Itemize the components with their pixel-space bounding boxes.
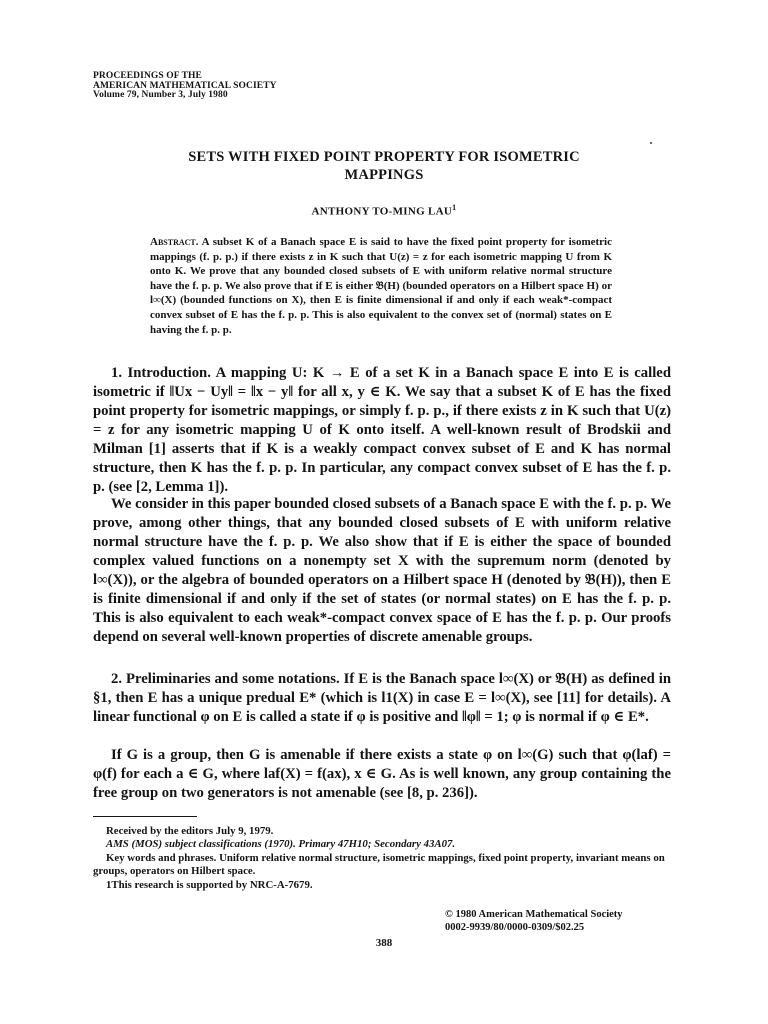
intro-heading: 1. Introduction. xyxy=(111,365,211,381)
intro-paragraph-1 xyxy=(93,364,671,497)
journal-line-1: PROCEEDINGS OF THE xyxy=(93,71,202,81)
journal-line-2: AMERICAN MATHEMATICAL SOCIETY xyxy=(93,80,277,91)
prelim-heading: 2. Preliminaries and some notations. xyxy=(111,671,340,687)
author-name xyxy=(90,203,678,218)
copyright-line-1: © 1980 American Mathematical Society xyxy=(445,909,623,920)
copyright-line-2: 0002-9939/80/0000-0309/$02.25 xyxy=(445,921,585,933)
footnote-received: Received by the editors July 9, 1979. xyxy=(106,825,274,837)
copyright xyxy=(445,909,623,934)
prelim-paragraph-1 xyxy=(93,670,671,727)
footnotes xyxy=(93,825,671,892)
paper-title xyxy=(90,148,678,184)
abstract xyxy=(150,235,612,337)
intro-p1-text: A mapping U: K → E of a set K in a Banach space E into E is called isometric if ‖Ux − Uy‖ = ‖x − y‖ for all x, y ∈ K. We say that a subset K of E has the fixed point property for isometric mappings, or simply f. p. p., if there exists z in K such that U(z) = z for any isometric mapping U of K onto itself. A well-known result of Brodskii and Milman [1] asserts that if K is a weakly compact convex subset of E and K has normal structure, then K has the f. p. p. In particular, any compact convex subset of E has the f. p. p. (see [2, Lemma 1]). xyxy=(93,365,671,495)
footnote-support: 1This research is supported by NRC-A-7679. xyxy=(106,878,313,891)
prelim-paragraph-2: If G is a group, then G is amenable if there exists a state φ on l∞(G) such that φ(laf) = φ(f) for each a ∈ G, where laf(X) = f(ax), x ∈ G. As is well known, any group containing the free group on two generators is not amenable (see [8, p. 236]). xyxy=(93,747,671,801)
prelim-p1-text: If E is the Banach space l∞(X) or 𝔅(H) as defined in §1, then E has a unique predual E* (which is l1(X) in case E = l∞(X), see [11] for details). A linear functional φ on E is called a state if φ is positive and ‖φ‖ = 1; φ is normal if φ ∈ E*. xyxy=(93,671,671,725)
journal-line-3: Volume 79, Number 3, July 1980 xyxy=(93,90,228,100)
footnote-keywords: Key words and phrases. Uniform relative normal structure, isometric mappings, fixed point property, invariant means on groups, operators on Hilbert space. xyxy=(93,851,665,878)
footnote-rule xyxy=(93,816,197,817)
scan-speck xyxy=(650,142,652,144)
title-line-1: SETS WITH FIXED POINT PROPERTY FOR ISOMETRIC xyxy=(188,149,580,165)
abstract-text: A subset K of a Banach space E is said to have the fixed point property for isometric mappings (f. p. p.) if there exists z in K such that U(z) = z for each isometric mapping U from K onto K. We prove that any bounded closed subsets of E with uniform relative normal structure have the f. p. p. We also prove that if E is either 𝔅(H) (bounded operators on a Hilbert space H) or l∞(X) (bounded functions on X), then E is finite dimensional if and only if each weak*-compact convex subset of E has the f. p. p. This is also equivalent to the convex set of (normal) states on E having the f. p. p. xyxy=(150,236,612,336)
author-text: ANTHONY TO-MING LAU xyxy=(311,205,453,218)
footnote-ams: AMS (MOS) subject classifications (1970). Primary 47H10; Secondary 43A07. xyxy=(106,838,456,851)
intro-paragraph-2: We consider in this paper bounded closed subsets of a Banach space E with the f. p. p. We prove, among other things, that any bounded closed subsets of E with uniform relative normal structure have the f. p. p. We also show that if E is either the space of bounded complex valued functions on a nonempty set X with the supremum norm (denoted by l∞(X)), or the algebra of bounded operators on a Hilbert space H (denoted by 𝔅(H)), then E is finite dimensional if and only if the set of states (or normal states) on E has the f. p. p. This is also equivalent to each weak*-compact convex space of E has the f. p. p. Our proofs depend on several well-known properties of discrete amenable groups. xyxy=(93,496,671,645)
title-line-2: MAPPINGS xyxy=(344,167,424,183)
page-number: 388 xyxy=(375,937,393,949)
abstract-label: Abstract. xyxy=(150,236,199,248)
author-footnote-mark: 1 xyxy=(452,203,457,212)
journal-header xyxy=(93,72,277,101)
